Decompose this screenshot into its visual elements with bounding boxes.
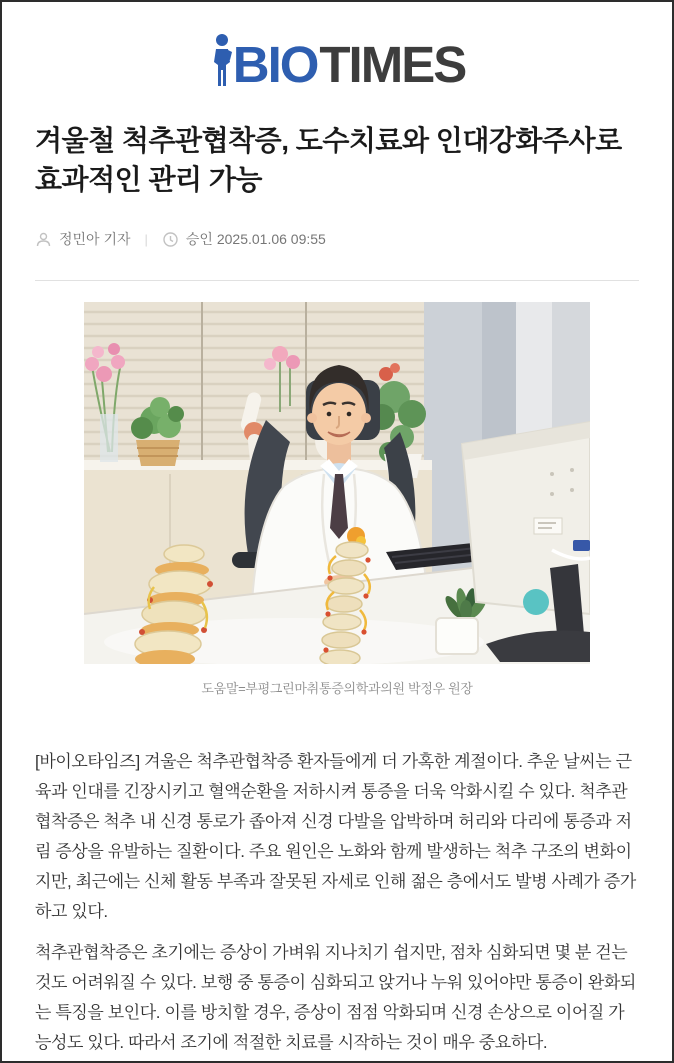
photo-caption: 도움말=부평그린마취통증의학과의원 박정우 원장 — [201, 681, 473, 697]
byline — [35, 229, 639, 249]
site-header — [2, 2, 672, 100]
paragraph: [바이오타임즈] 겨울은 척추관협착증 환자들에게 더 가혹한 계절이다. 추운 날씨는 근육과 인대를 긴장시키고 혈액순환을 저하시켜 통증을 더욱 악화시킬 수 있다. 척추관협착증은 척추 내 신경 통로가 좁아져 신경 다발을 압박하며 허리와 다리에 통증과 저림 증상을 유발하는 질환이다. 주요 원인은 노화와 함께 발생하는 척추 구조의 변화이지만, 최근에는 신체 활동 부족과 잘못된 자세로 인해 젊은 층에서도 발병 사례가 증가하고 있다. — [35, 752, 636, 922]
biotimes-logo[interactable] — [209, 32, 466, 93]
publish-time: 승인 2025.01.06 09:55 — [185, 231, 326, 248]
logo-text-times: TIMES — [319, 36, 466, 93]
author-icon — [35, 231, 52, 248]
byline-separator: | — [144, 231, 148, 247]
article-photo — [84, 302, 590, 664]
section-divider — [35, 280, 639, 281]
paragraph: 척추관협착증은 초기에는 증상이 가벼워 지나치기 쉽지만, 점차 심화되면 몇 분 걷는 것도 어려워질 수 있다. 보행 중 통증이 심화되고 앉거나 누워 있어야만 통증이 완화되는 특징을 보인다. 이를 방치할 경우, 증상이 점점 악화되며 신경 손상으로 이어질 가능성도 있다. 따라서 조기에 적절한 치료를 시작하는 것이 매우 중요하다. — [35, 943, 636, 1053]
article-figure — [84, 302, 590, 697]
clock-icon — [162, 231, 179, 248]
author-name: 정민아 기자 — [59, 231, 131, 248]
article-title: 겨울철 척추관협착증, 도수치료와 인대강화주사로 효과적인 관리 가능 — [35, 125, 622, 195]
logo-text-bio: BIO — [232, 36, 318, 93]
article-body — [35, 747, 639, 1058]
person-silhouette-icon — [209, 32, 231, 90]
